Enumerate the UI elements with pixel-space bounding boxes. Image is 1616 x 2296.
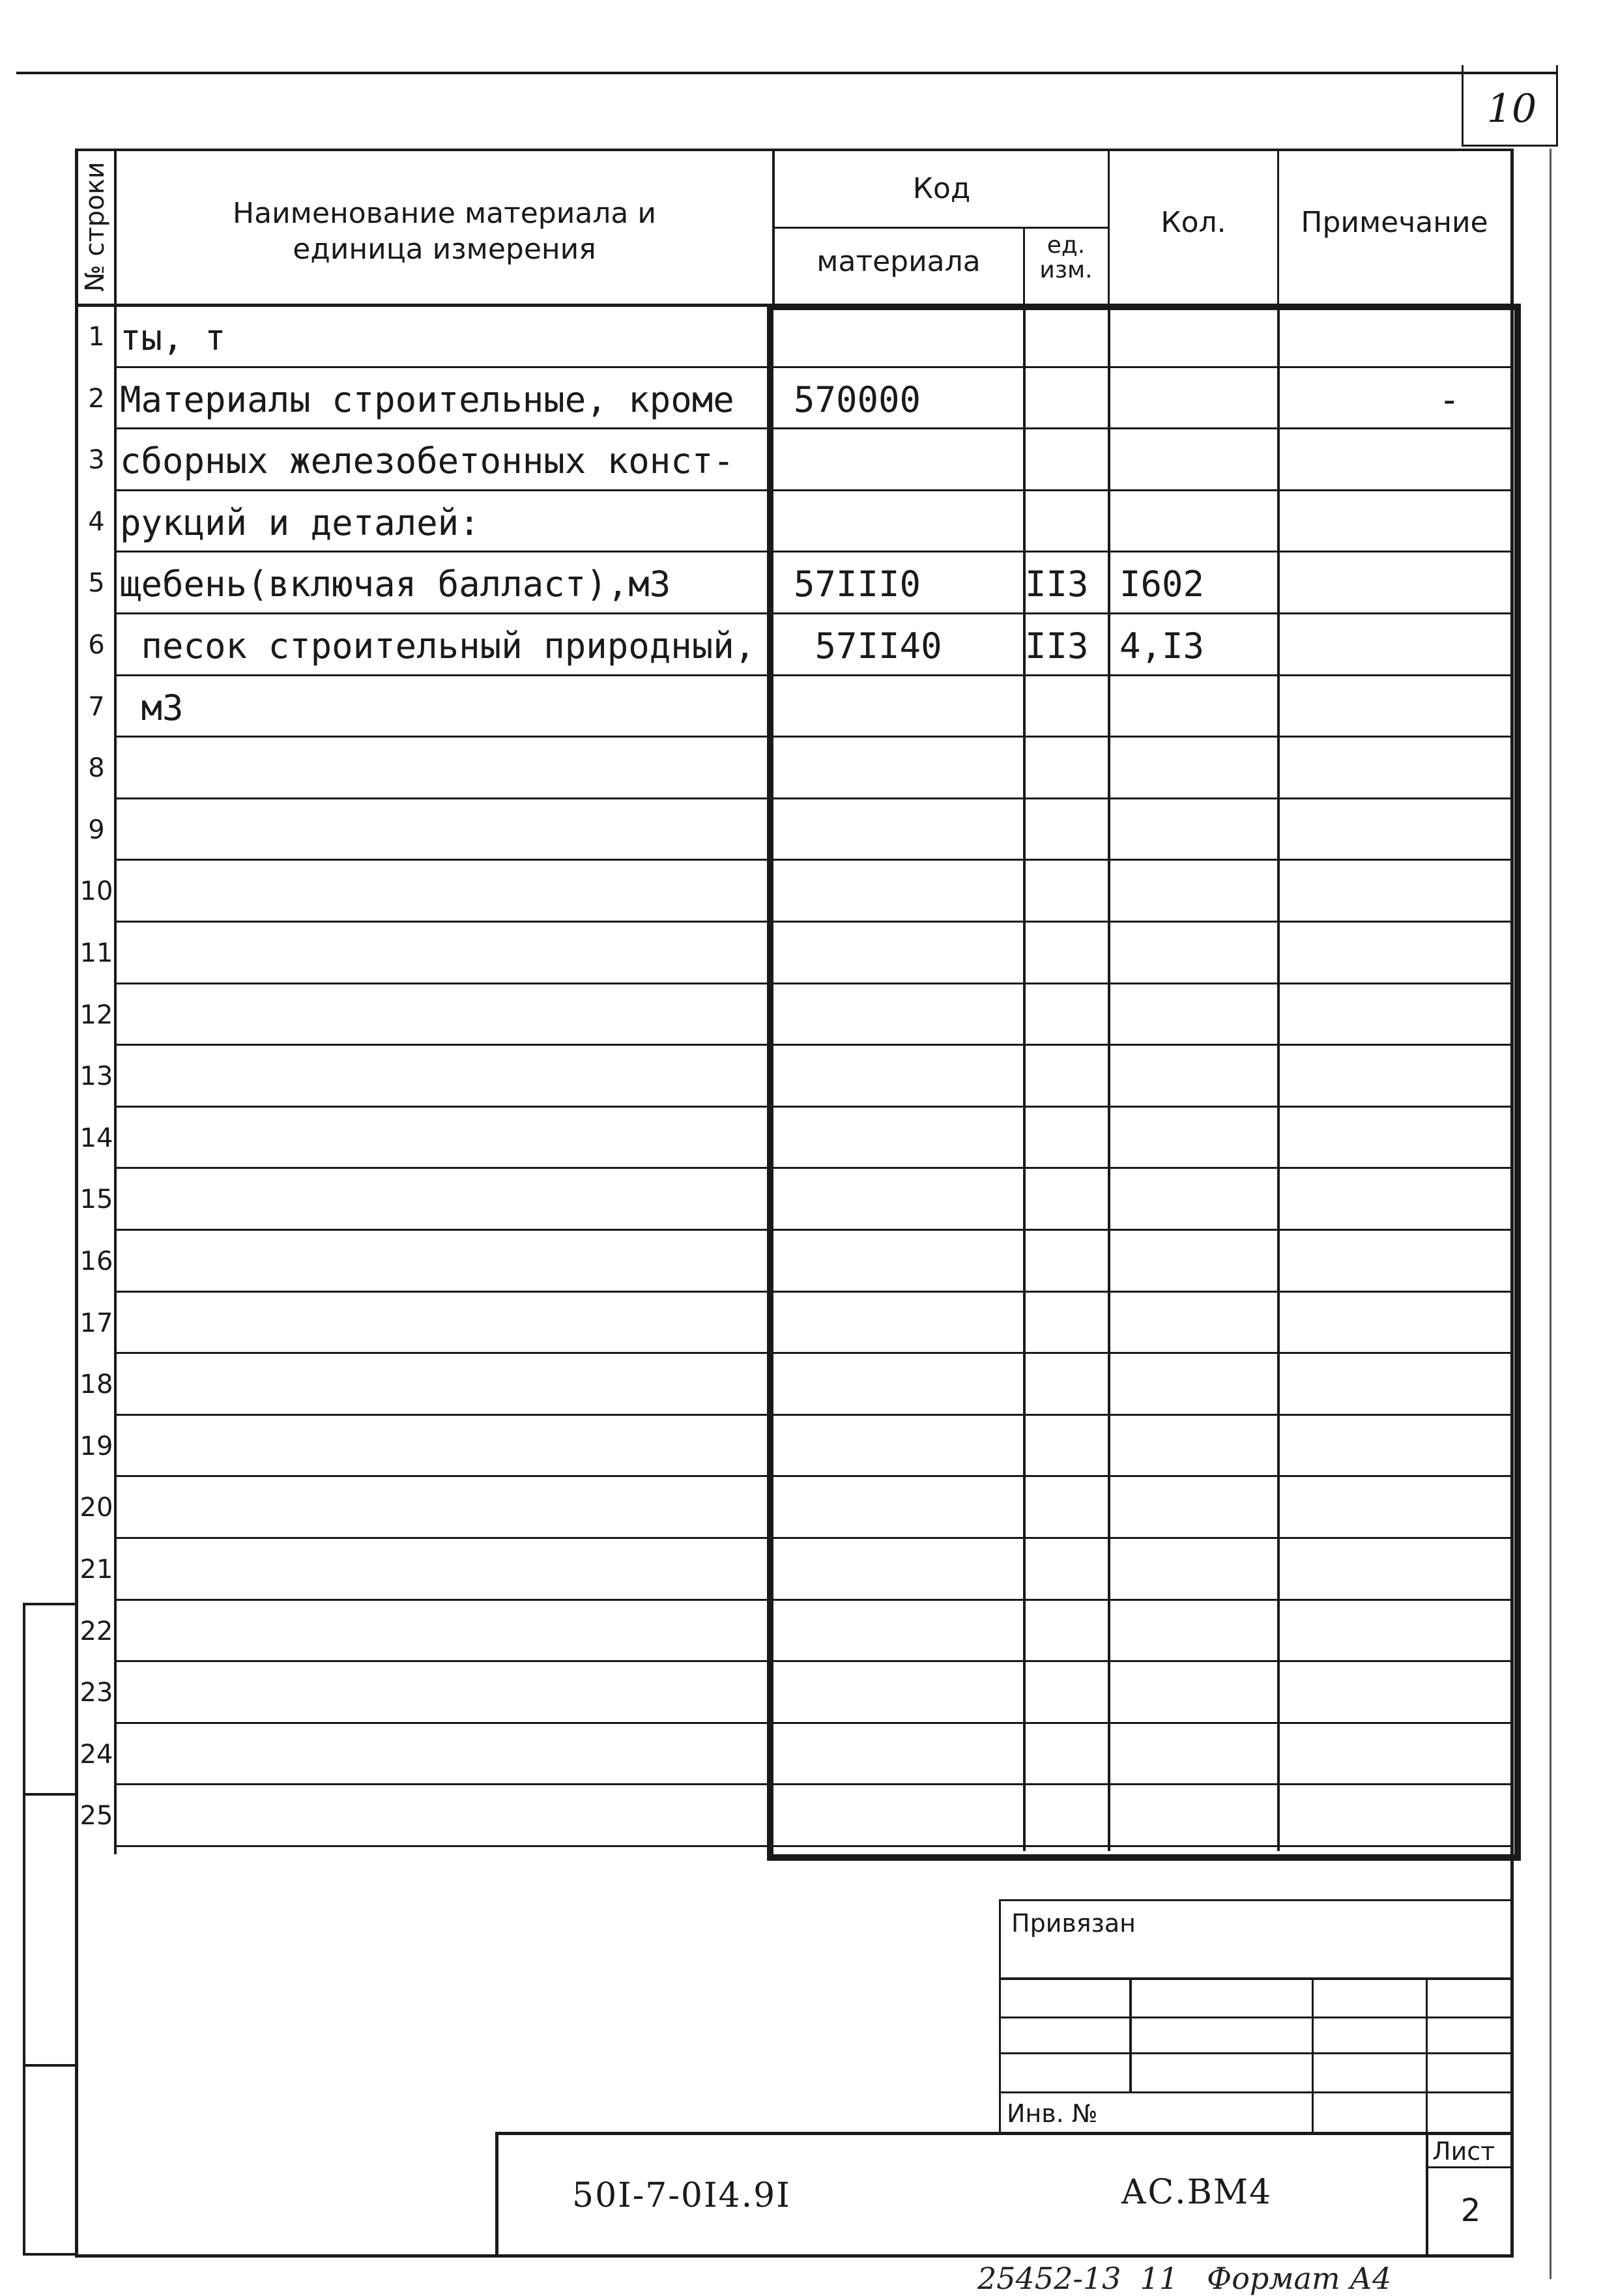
- row-name-cell: щебень(включая балласт),м3: [120, 564, 671, 605]
- row-number: 15: [79, 1184, 113, 1215]
- row-number: 16: [79, 1246, 113, 1276]
- table-row: [77, 984, 1510, 1046]
- row-number: 19: [79, 1431, 113, 1461]
- linked-label: Привязан: [1011, 1909, 1136, 1938]
- table-row: [77, 1293, 1510, 1355]
- sheet-mark-box-left: [1462, 65, 1464, 147]
- sheet-number: 2: [1460, 2192, 1481, 2229]
- table-row: [77, 799, 1510, 861]
- header-top-line: [75, 149, 1514, 151]
- row-number: 18: [79, 1370, 113, 1400]
- table-row: [77, 429, 1510, 491]
- row-number: 5: [88, 568, 105, 599]
- table-row: [77, 1416, 1510, 1478]
- row-code-cell: 570000: [794, 379, 921, 420]
- table-row: [77, 1231, 1510, 1293]
- linked-box-line2: [999, 2016, 1514, 2018]
- far-right-margin-line: [1550, 149, 1551, 2279]
- stamp-top: [495, 2132, 1514, 2135]
- table-row: [77, 1601, 1510, 1663]
- row-name-cell: Материалы строительные, кроме: [120, 379, 734, 420]
- sheet-mark: 10: [1486, 86, 1537, 132]
- row-name-cell: песок строительный природный,: [120, 625, 756, 667]
- row-number: 4: [88, 506, 105, 537]
- linked-box-top: [999, 1899, 1514, 1901]
- row-number: 11: [79, 938, 113, 968]
- row-code-cell: 57II40: [794, 625, 942, 667]
- sheet-mark-box-bottom: [1462, 145, 1558, 147]
- code-split-line: [774, 227, 1108, 229]
- table-row: [77, 1785, 1510, 1847]
- linked-box-line4: [999, 2091, 1514, 2093]
- inv-no-label: Инв. №: [1007, 2099, 1098, 2128]
- table-row: [77, 861, 1510, 923]
- row-unit-cell: II3: [1025, 564, 1089, 605]
- row-number: 25: [79, 1801, 113, 1831]
- table-row: [77, 1477, 1510, 1539]
- table-row: [77, 1539, 1510, 1601]
- row-separator-line: [116, 1845, 1510, 1847]
- row-name-cell: м3: [120, 687, 184, 728]
- table-row: [77, 552, 1510, 614]
- col-name-line: [772, 149, 775, 305]
- row-number-header: № строки: [80, 162, 110, 292]
- row-number: 13: [79, 1061, 113, 1092]
- row-number: 3: [88, 445, 105, 476]
- row-number: 12: [79, 999, 113, 1030]
- code-column-header: Код: [912, 172, 971, 205]
- row-name-cell: рукций и деталей:: [120, 502, 480, 543]
- table-row: [77, 1108, 1510, 1170]
- row-number: 21: [79, 1555, 113, 1585]
- linked-box-line3: [999, 2052, 1514, 2054]
- row-number: 22: [79, 1616, 113, 1646]
- table-row: [77, 1046, 1510, 1108]
- code-material-header: материала: [816, 245, 981, 278]
- row-number: 7: [88, 691, 105, 722]
- row-name-cell: сборных железобетонных конст-: [120, 440, 734, 482]
- binding-strip-left: [23, 1603, 25, 2254]
- binding-strip-top: [23, 1603, 78, 1605]
- table-row: [77, 1724, 1510, 1786]
- row-number: 1: [88, 322, 105, 352]
- table-row: [77, 738, 1510, 799]
- row-code-cell: 57III0: [794, 564, 921, 605]
- table-row: [77, 676, 1510, 738]
- row-number: 6: [88, 630, 105, 660]
- bottom-frame-line: [75, 2254, 1514, 2258]
- table-row: [77, 1662, 1510, 1724]
- table-row: [77, 1169, 1510, 1231]
- table-row: [77, 923, 1510, 984]
- footer-inventory-text: 25452-13 11 Формат А4: [977, 2261, 1392, 2296]
- row-number: 9: [88, 814, 105, 845]
- sheet-label: Лист: [1432, 2137, 1495, 2166]
- sheet-mark-box-right: [1556, 65, 1558, 147]
- qty-column-header: Кол.: [1161, 206, 1226, 239]
- row-number: 17: [79, 1308, 113, 1338]
- table-row: [77, 368, 1510, 430]
- note-column-header: Примечание: [1301, 206, 1488, 239]
- top-border-line: [16, 72, 1557, 74]
- row-number: 23: [79, 1678, 113, 1708]
- table-row: [77, 1354, 1510, 1416]
- row-qty-cell: 4,I3: [1119, 625, 1205, 667]
- row-qty-cell: I602: [1119, 564, 1205, 605]
- row-number: 2: [88, 383, 105, 414]
- document-mark: АС.ВМ4: [1121, 2173, 1273, 2212]
- linked-box-col1: [1129, 1977, 1132, 2091]
- name-column-header: Наименование материала и единица измерения: [233, 197, 656, 266]
- linked-box-col3: [1426, 1977, 1428, 2134]
- linked-box-col2: [1312, 1977, 1314, 2134]
- code-unit-header: ед. изм.: [1039, 232, 1093, 283]
- binding-strip-mid1: [23, 1793, 78, 1796]
- document-code: 50I-7-0I4.9I: [572, 2176, 791, 2215]
- stamp-sheet-split: [1426, 2166, 1514, 2168]
- row-number: 10: [79, 876, 113, 907]
- row-number: 14: [79, 1123, 113, 1153]
- row-number: 20: [79, 1493, 113, 1523]
- binding-strip-mid2: [23, 2064, 78, 2067]
- row-note-cell: -: [1439, 379, 1460, 420]
- table-row: [77, 491, 1510, 553]
- table-row: [77, 614, 1510, 676]
- binding-strip-bottom: [23, 2253, 78, 2256]
- row-unit-cell: II3: [1025, 625, 1089, 667]
- table-row: [77, 306, 1510, 368]
- stamp-left: [495, 2132, 498, 2254]
- row-number: 8: [88, 753, 105, 784]
- row-name-cell: ты, т: [120, 317, 226, 358]
- row-number: 24: [79, 1739, 113, 1770]
- linked-box-line1: [999, 1977, 1514, 1980]
